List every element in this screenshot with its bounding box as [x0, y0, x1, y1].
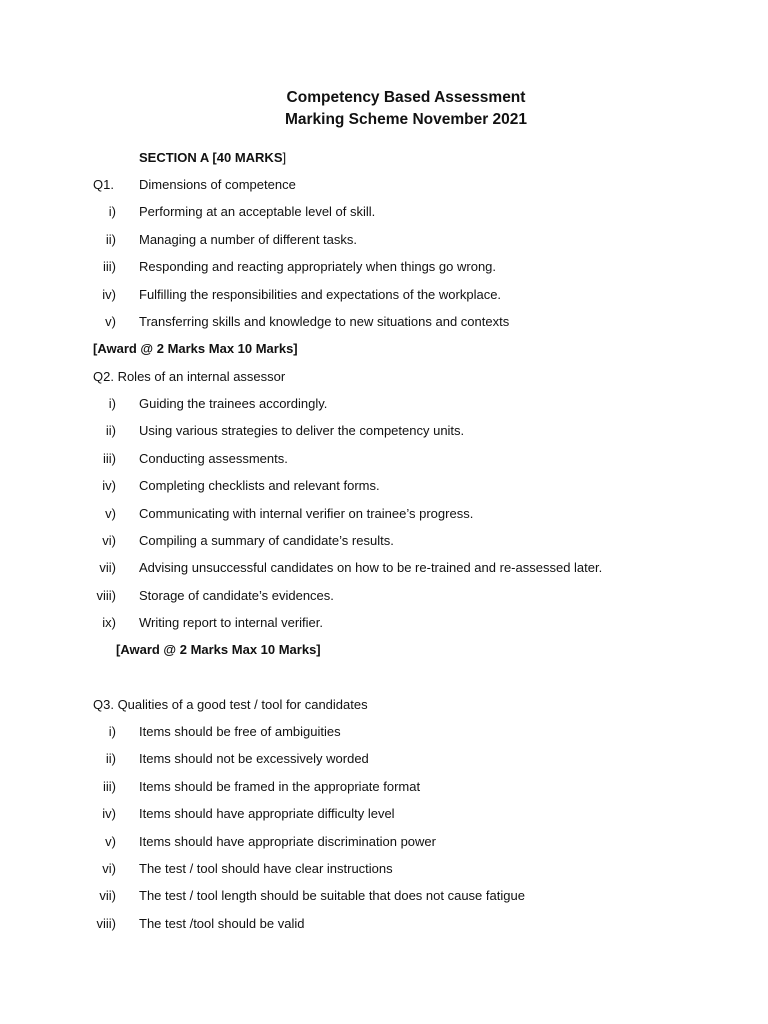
- section-heading-text: SECTION A [40 MARKS: [139, 150, 283, 165]
- award-note: [Award @ 2 Marks Max 10 Marks]: [93, 341, 298, 356]
- list-item-text: Writing report to internal verifier.: [139, 615, 323, 630]
- section-heading-bracket: ]: [282, 150, 287, 165]
- list-item-number: v): [105, 834, 116, 849]
- list-item-number: ii): [105, 423, 116, 438]
- list-item-number: ix): [102, 615, 116, 630]
- list-item-number: vi): [102, 861, 116, 876]
- list-item-number: i): [108, 724, 116, 739]
- list-item-text: Managing a number of different tasks.: [139, 232, 357, 247]
- list-item-number: iv): [102, 478, 116, 493]
- section-heading: [139, 149, 286, 167]
- list-item-number: viii): [96, 916, 116, 931]
- document-title: Competency Based Assessment: [286, 89, 526, 106]
- list-item-number: viii): [96, 588, 116, 603]
- list-item-text: Items should not be excessively worded: [139, 751, 369, 766]
- list-item-text: Guiding the trainees accordingly.: [139, 396, 328, 411]
- list-item-text: Completing checklists and relevant forms.: [139, 478, 380, 493]
- list-item-number: vi): [102, 533, 116, 548]
- list-item-text: Items should be free of ambiguities: [139, 724, 341, 739]
- list-item-number: vii): [99, 888, 116, 903]
- list-item-number: iv): [102, 806, 116, 821]
- list-item-number: vii): [99, 560, 116, 575]
- question-text: Q3. Qualities of a good test / tool for candidates: [93, 697, 368, 712]
- list-item-text: Compiling a summary of candidate’s results.: [139, 533, 394, 548]
- list-item-text: Items should have appropriate difficulty level: [139, 806, 395, 821]
- question-text: Dimensions of competence: [139, 177, 296, 192]
- list-item-text: The test / tool length should be suitable that does not cause fatigue: [139, 888, 525, 903]
- list-item-text: Communicating with internal verifier on trainee’s progress.: [139, 506, 474, 521]
- list-item-number: ii): [105, 232, 116, 247]
- list-item-number: ii): [105, 751, 116, 766]
- list-item-number: v): [105, 314, 116, 329]
- list-item-text: Fulfilling the responsibilities and expectations of the workplace.: [139, 287, 502, 302]
- list-item-text: The test /tool should be valid: [139, 916, 305, 931]
- document-subtitle: Marking Scheme November 2021: [284, 111, 528, 128]
- question-text: Q2. Roles of an internal assessor: [93, 369, 286, 384]
- list-item-number: i): [108, 204, 116, 219]
- list-item-text: Advising unsuccessful candidates on how to be re-trained and re-assessed later.: [139, 560, 603, 575]
- list-item-number: iii): [103, 779, 116, 794]
- list-item-number: iv): [102, 287, 116, 302]
- list-item-text: Conducting assessments.: [139, 451, 288, 466]
- list-item-text: Using various strategies to deliver the competency units.: [139, 423, 465, 438]
- question-number: Q1.: [93, 177, 114, 192]
- list-item-number: iii): [103, 451, 116, 466]
- list-item-text: Performing at an acceptable level of skill.: [139, 204, 376, 219]
- list-item-text: Responding and reacting appropriately when things go wrong.: [139, 259, 497, 274]
- list-item-number: i): [108, 396, 116, 411]
- list-item-text: Items should be framed in the appropriate format: [139, 779, 421, 794]
- list-item-text: Storage of candidate’s evidences.: [139, 588, 334, 603]
- list-item-text: The test / tool should have clear instructions: [139, 861, 393, 876]
- list-item-number: v): [105, 506, 116, 521]
- list-item-text: Transferring skills and knowledge to new situations and contexts: [139, 314, 510, 329]
- list-item-text: Items should have appropriate discrimination power: [139, 834, 436, 849]
- award-note: [Award @ 2 Marks Max 10 Marks]: [116, 642, 321, 657]
- list-item-number: iii): [103, 259, 116, 274]
